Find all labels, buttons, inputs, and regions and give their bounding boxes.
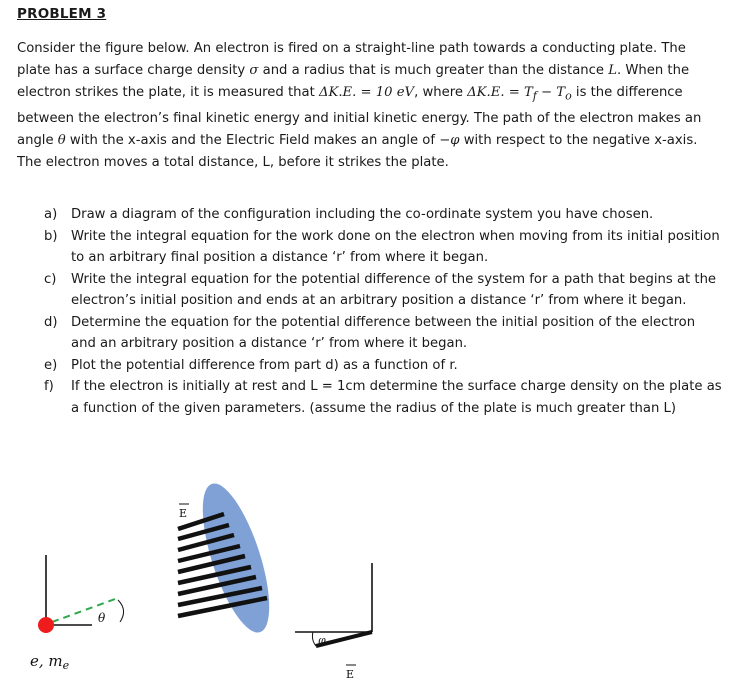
part-text: If the electron is initially at rest and L = 1cm determine the surface charge density on the plate as a function of the given parameters. (assume the radius of the plate is much greater than L) (71, 379, 722, 416)
intro-text-3: . When the electron strikes the plate, it is measured that (17, 63, 690, 100)
part-text: Draw a diagram of the configuration including the co-ordinate system you have chosen. (71, 207, 654, 222)
question-parts-list (44, 204, 724, 419)
intro-text-2: and a radius that is much greater than the distance (258, 63, 609, 78)
part-label: f) (44, 379, 54, 394)
theta-label: θ (98, 611, 106, 625)
phi-label: φ (318, 634, 326, 647)
question-part-a (44, 204, 724, 226)
intro-text-7: with respect to the negative x-axis. The electron moves a total distance, L, before it strikes the plate. (17, 132, 698, 170)
part-label: b) (44, 228, 58, 244)
intro-text-4: , where (414, 85, 468, 100)
field-label-bottom: E (346, 668, 355, 681)
delta-ke-def-minus: − T (536, 85, 566, 100)
intro-text-6: with the x-axis and the Electric Field makes an angle of (65, 132, 440, 148)
subscript-f: f (532, 89, 537, 103)
electron-label-main: e, m (30, 652, 63, 670)
electron-label (30, 652, 70, 672)
delta-ke-def-lhs: ΔK.E. = T (467, 85, 533, 100)
sigma-symbol: σ (249, 63, 259, 78)
electron-dot (38, 617, 54, 633)
part-text: Write the integral equation for the potential difference of the system for a path that begins at the electron’s initial position and ends at an arbitrary position a distance ‘r’ from where it began. (71, 271, 717, 308)
part-label: a) (44, 207, 58, 222)
question-part-b (44, 226, 724, 269)
electron-axes (46, 555, 92, 625)
question-part-c (44, 269, 724, 312)
part-text: Determine the equation for the potential difference between the initial position of the electron and an arbitrary position a distance ‘r’ from where it began. (71, 314, 696, 351)
distance-L-symbol: L (608, 63, 617, 78)
theta-symbol: θ (57, 132, 66, 148)
part-text: Write the integral equation for the work done on the electron when moving from its initial position to an arbitrary final position a distance ‘r’ from where it began. (71, 228, 720, 265)
question-part-d (44, 312, 724, 355)
phi-arc (312, 632, 316, 646)
field-label-top: E (179, 507, 188, 520)
subscript-o: o (565, 89, 572, 103)
field-axes (295, 563, 372, 632)
part-text: Plot the potential difference from part d) as a function of r. (71, 357, 458, 373)
intro-text-1: Consider the figure below. An electron is fired on a straight-line path towards a conducting plate. The plate has a surface charge density (17, 41, 686, 78)
question-part-e (44, 355, 724, 377)
electron-label-sub: e (62, 659, 70, 672)
configuration-figure (0, 470, 755, 692)
part-label: e) (44, 357, 58, 373)
delta-ke-equation: ΔK.E. = 10 eV (318, 85, 415, 100)
part-label: d) (44, 314, 58, 330)
part-label: c) (44, 271, 57, 287)
neg-phi-symbol: −φ (439, 132, 460, 148)
intro-text-5: is the difference between the electron’s final kinetic energy and initial kinetic energy. The path of the electron makes an angle (17, 85, 702, 148)
problem-statement (17, 38, 717, 174)
problem-title: PROBLEM 3 (17, 6, 107, 22)
theta-arc (118, 600, 124, 622)
electron-path-line (52, 598, 118, 622)
question-part-f (44, 376, 724, 419)
delta-ke-definition (467, 85, 572, 103)
